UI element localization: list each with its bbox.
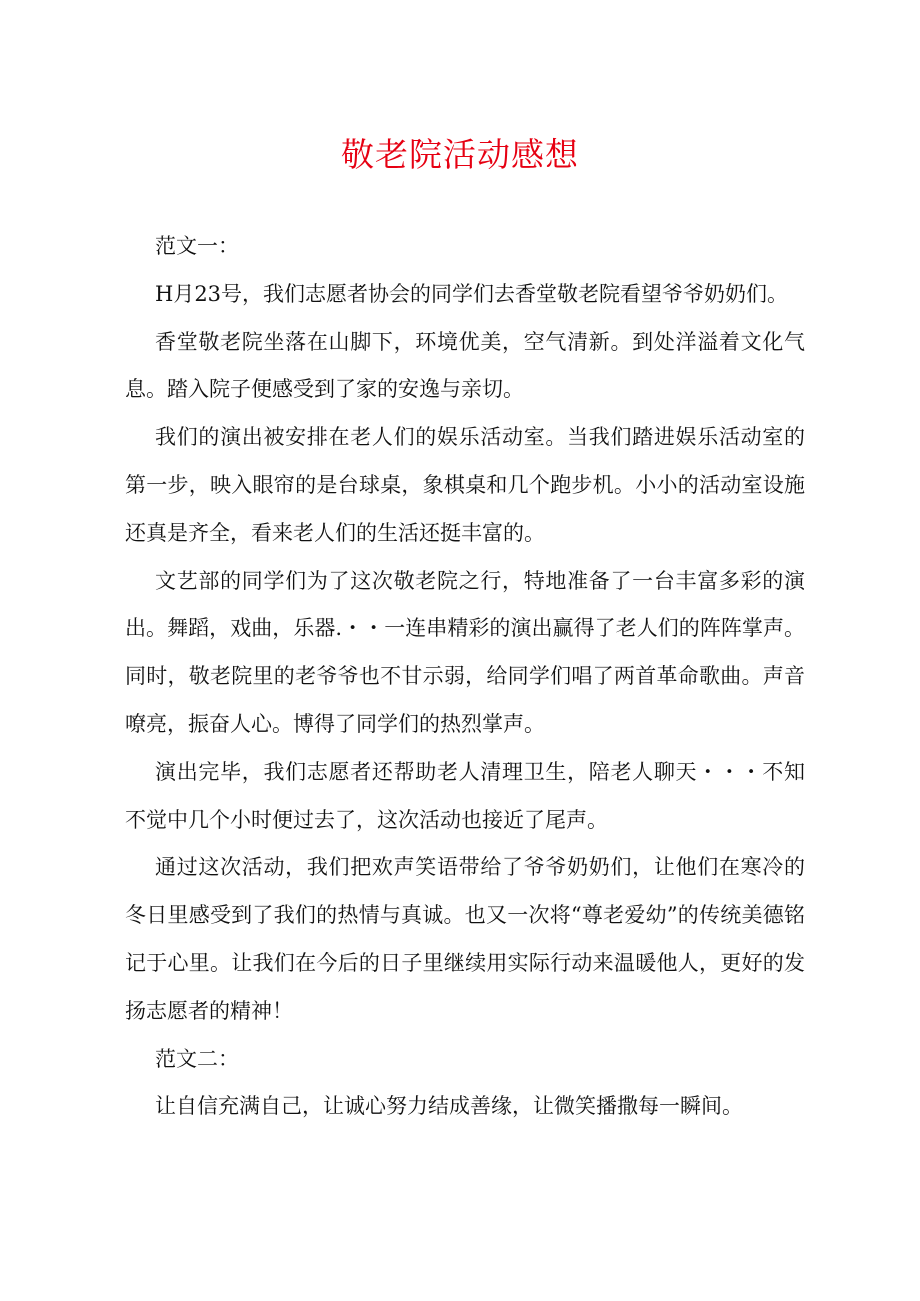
paragraph-heading-2: 范文二： [155, 1046, 239, 1071]
paragraph: 让自信充满自己，让诚心努力结成善缘，让微笑播撒每一瞬间。 [155, 1094, 743, 1119]
paragraph: H月23号，我们志愿者协会的同学们去香堂敬老院看望爷爷奶奶们。 [155, 281, 789, 306]
paragraph: 我们的演出被安排在老人们的娱乐活动室。当我们踏进娱乐活动室的第一步，映入眼帘的是台球桌，象棋桌和几个跑步机。小小的活动室设施还真是齐全，看来老人们的生活还挺丰富的。 [125, 425, 805, 545]
paragraph: 香堂敬老院坐落在山脚下，环境优美，空气清新。到处洋溢着文化气息。踏入院子便感受到了家的安逸与亲切。 [125, 329, 805, 402]
document-body [125, 223, 805, 1131]
paragraph: 文艺部的同学们为了这次敬老院之行，特地准备了一台丰富多彩的演出。舞蹈，戏曲，乐器.・・一连串精彩的演出赢得了老人们的阵阵掌声。同时，敬老院里的老爷爷也不甘示弱，给同学们唱了两首革命歌曲。声音嘹亮，振奋人心。博得了同学们的热烈掌声。 [125, 568, 805, 736]
paragraph: 通过这次活动，我们把欢声笑语带给了爷爷奶奶们，让他们在寒冷的冬日里感受到了我们的热情与真诚。也又一次将“尊老爱幼”的传统美德铭记于心里。让我们在今后的日子里继续用实际行动来温暖他人，更好的发扬志愿者的精神！ [125, 855, 805, 1023]
paragraph: 演出完毕，我们志愿者还帮助老人清理卫生，陪老人聊天・・・不知不觉中几个小时便过去了，这次活动也接近了尾声。 [125, 759, 805, 832]
document-title: 敬老院活动感想 [341, 135, 579, 174]
paragraph-heading-1: 范文一： [155, 234, 239, 258]
